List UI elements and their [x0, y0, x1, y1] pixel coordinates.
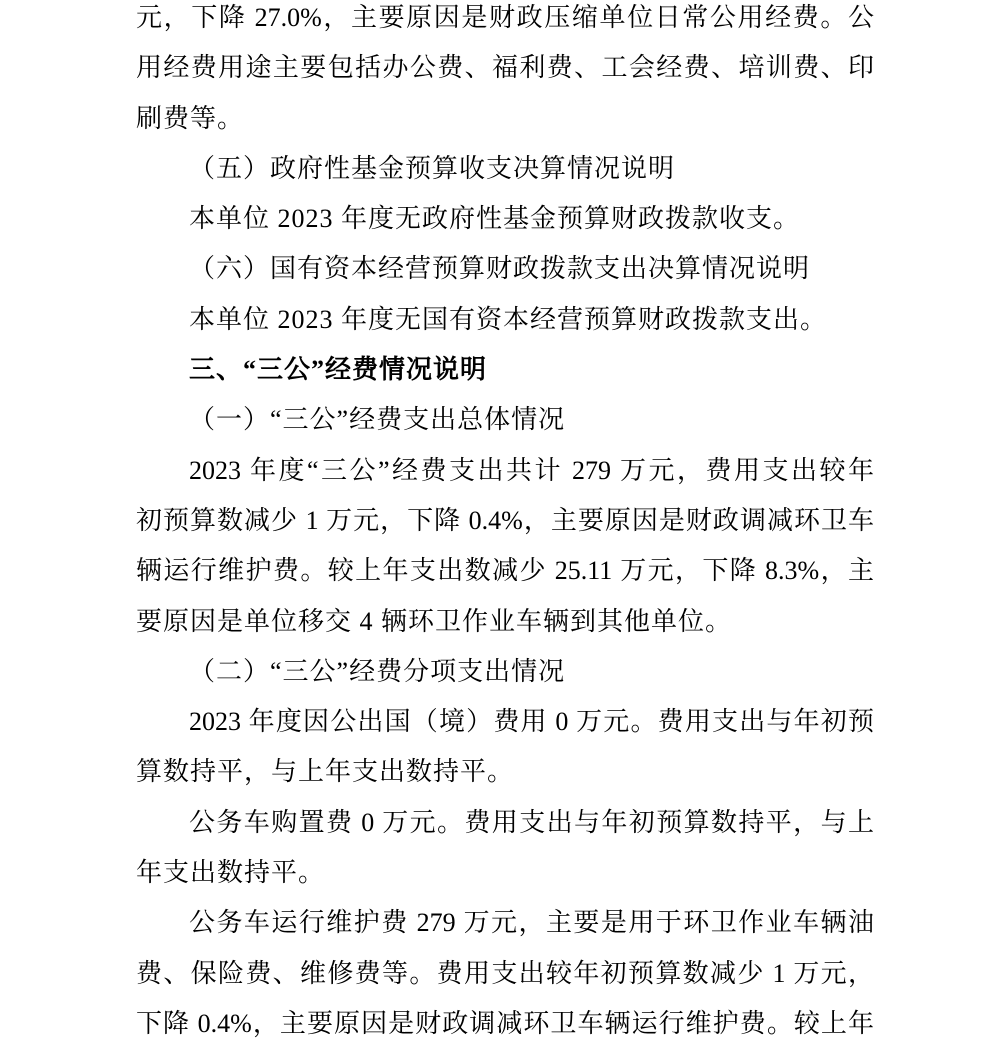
opening-paragraph-line: 元，下降 27.0%，主要原因是财政压缩单位日常公用经费。公 — [136, 3, 874, 32]
vehicle-operation-paragraph-line: 公务车运行维护费 279 万元，主要是用于环卫作业车辆油 — [189, 908, 874, 938]
subsection-6-body-line: 本单位 2023 年度无国有资本经营预算财政拨款支出。 — [189, 304, 828, 334]
section-3-subsection-2-heading: （二）“三公”经费分项支出情况 — [189, 656, 566, 686]
section-3-subsection-1-heading: （一）“三公”经费支出总体情况 — [189, 405, 566, 435]
subsection-6-heading: （六）国有资本经营预算财政拨款支出决算情况说明 — [189, 254, 811, 284]
section-3-subsection-1-body-line: 2023 年度“三公”经费支出共计 279 万元，费用支出较年 — [189, 455, 874, 485]
overseas-travel-paragraph-line: 算数持平，与上年支出数持平。 — [136, 757, 515, 787]
opening-paragraph-line: 刷费等。 — [136, 103, 245, 133]
vehicle-purchase-paragraph-line: 年支出数持平。 — [136, 858, 326, 888]
document-page — [136, 0, 874, 1042]
opening-paragraph-line: 用经费用途主要包括办公费、福利费、工会经费、培训费、印 — [136, 53, 874, 83]
subsection-5-body-line: 本单位 2023 年度无政府性基金预算财政拨款收支。 — [189, 204, 801, 234]
section-3-subsection-1-body-line: 初预算数减少 1 万元，下降 0.4%，主要原因是财政调减环卫车 — [136, 505, 874, 535]
section-3-heading: 三、“三公”经费情况说明 — [189, 355, 488, 385]
section-3-subsection-1-body-line: 辆运行维护费。较上年支出数减少 25.11 万元，下降 8.3%，主 — [136, 556, 874, 586]
section-3-subsection-1-body-line: 要原因是单位移交 4 辆环卫作业车辆到其他单位。 — [136, 606, 733, 636]
vehicle-operation-paragraph-line: 费、保险费、维修费等。费用支出较年初预算数减少 1 万元， — [136, 958, 874, 988]
overseas-travel-paragraph-line: 2023 年度因公出国（境）费用 0 万元。费用支出与年初预 — [189, 707, 874, 737]
subsection-5-heading: （五）政府性基金预算收支决算情况说明 — [189, 153, 676, 183]
vehicle-purchase-paragraph-line: 公务车购置费 0 万元。费用支出与年初预算数持平，与上 — [189, 807, 874, 837]
vehicle-operation-paragraph-line: 下降 0.4%，主要原因是财政调减环卫车辆运行维护费。较上年 — [136, 1008, 874, 1038]
